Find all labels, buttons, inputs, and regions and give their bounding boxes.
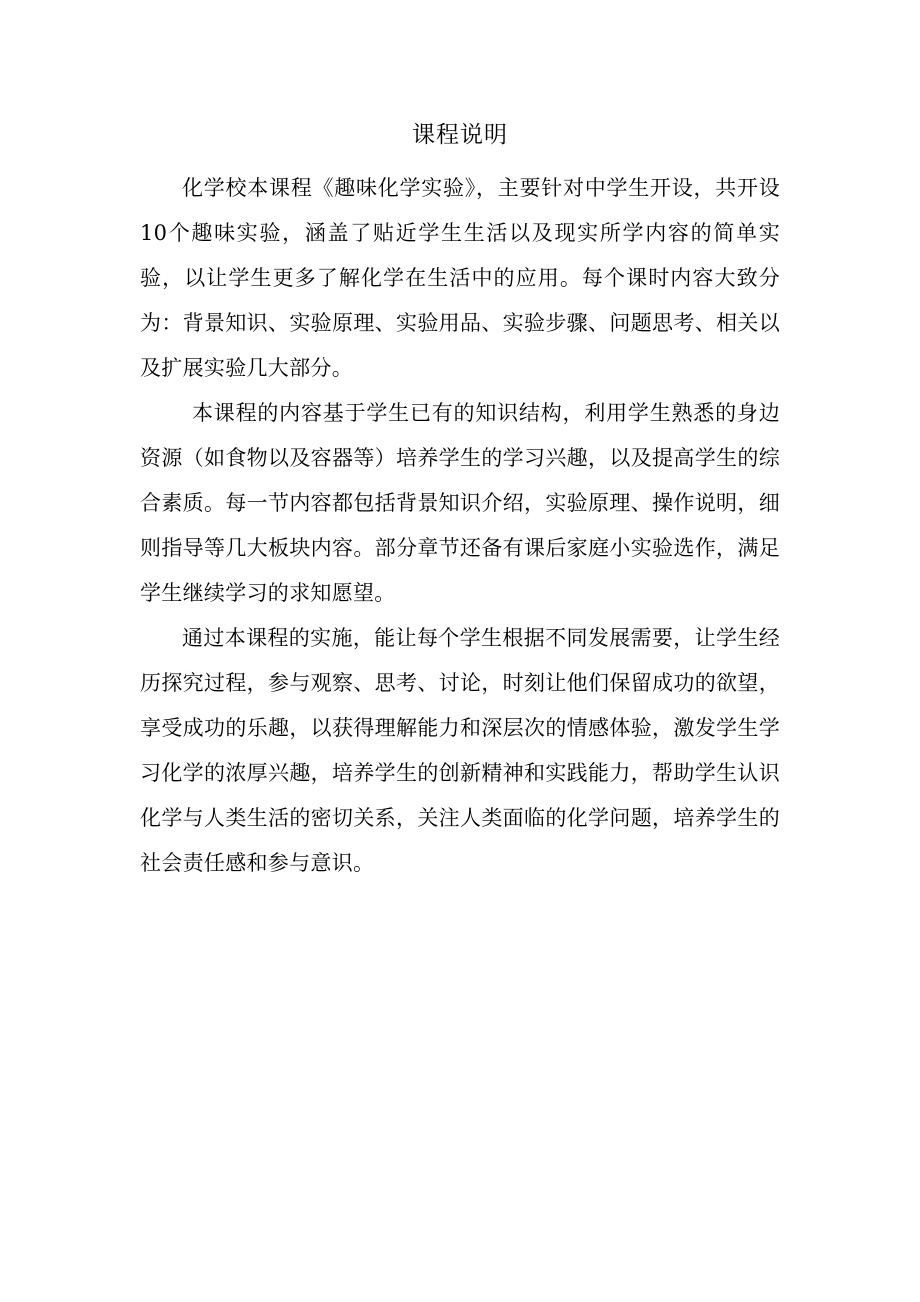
paragraph-course-overview: 化学校本课程《趣味化学实验》，主要针对中学生开设，共开设10个趣味实验，涵盖了贴近学生生活以及现实所学内容的简单实验，以让学生更多了解化学在生活中的应用。每个课时内容大致分为：背景知识、实验原理、实验用品、实验步骤、问题思考、相关以及扩展实验几大部分。	[140, 176, 780, 380]
paragraph-course-content: 本课程的内容基于学生已有的知识结构，利用学生熟悉的身边资源（如食物以及容器等）培养学生的学习兴趣，以及提高学生的综合素质。每一节内容都包括背景知识介绍，实验原理、操作说明，细则指导等几大板块内容。部分章节还备有课后家庭小实验选作，满足学生继续学习的求知愿望。	[140, 401, 780, 605]
document-body	[140, 166, 780, 886]
page-title: 课程说明	[412, 122, 508, 148]
paragraph-course-goals: 通过本课程的实施，能让每个学生根据不同发展需要，让学生经历探究过程，参与观察、思考、讨论，时刻让他们保留成功的欲望，享受成功的乐趣，以获得理解能力和深层次的情感体验，激发学生学习化学的浓厚兴趣，培养学生的创新精神和实践能力，帮助学生认识化学与人类生活的密切关系，关注人类面临的化学问题，培养学生的社会责任感和参与意识。	[140, 626, 780, 875]
